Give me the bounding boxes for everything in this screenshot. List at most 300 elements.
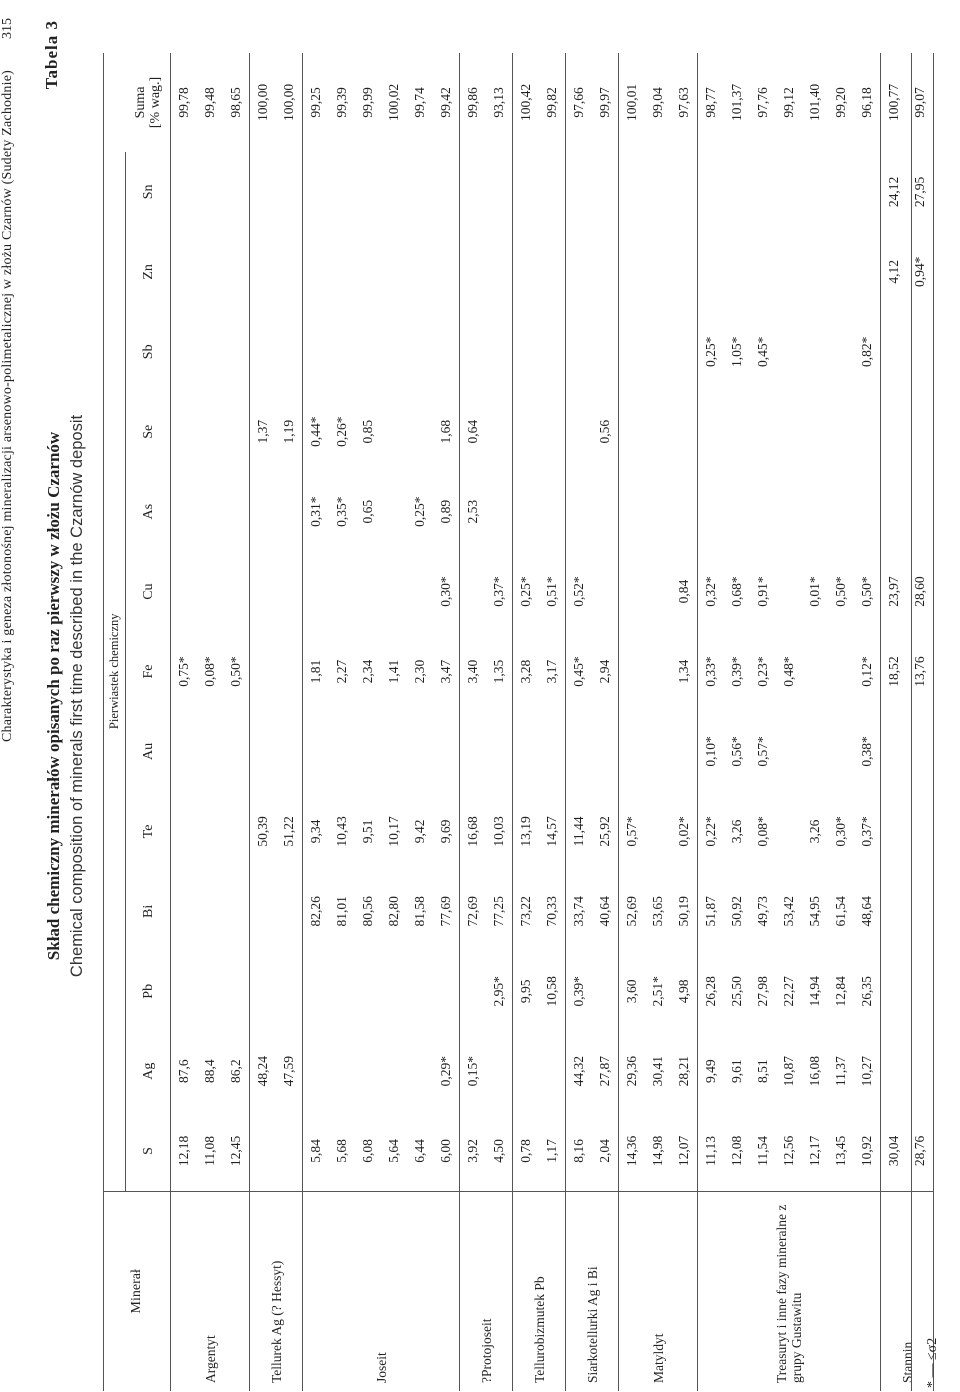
table-cell — [592, 152, 619, 232]
table-cell — [776, 791, 802, 871]
table-cell — [724, 472, 750, 552]
table-cell — [303, 152, 330, 232]
table-cell — [250, 312, 277, 392]
table-row — [171, 53, 198, 1391]
table-row — [303, 53, 330, 1391]
table-cell: 0,38* — [854, 712, 881, 792]
table-cell — [802, 312, 828, 392]
element-header-row — [126, 53, 171, 1391]
table-row — [802, 53, 828, 1391]
table-cell — [381, 312, 407, 392]
table-cell — [250, 632, 277, 712]
table-cell: 9,95 — [518, 979, 533, 1004]
table-cell — [854, 232, 881, 312]
table-cell: 12,08 — [729, 1135, 744, 1167]
table-row — [355, 53, 381, 1391]
table-cell — [881, 951, 908, 1031]
table-cell — [776, 152, 802, 232]
table-cell — [619, 472, 646, 552]
table-cell: 0,75* — [176, 656, 191, 687]
table-cell: 0,39* — [571, 976, 586, 1007]
header-element-te: Te — [126, 791, 171, 871]
table-row — [881, 53, 908, 1391]
table-cell — [223, 791, 250, 871]
table-cell: 97,76 — [755, 87, 770, 118]
table-cell: 51,22 — [276, 791, 303, 871]
table-cell: 0,30* — [833, 816, 848, 847]
table-cell — [433, 152, 460, 232]
table-cell: 0,48* — [781, 656, 796, 687]
table-cell: 61,54 — [833, 896, 848, 927]
mineral-name: Tellurek Ag (? Hessyt) — [250, 1191, 303, 1391]
table-cell: 98,65 — [223, 53, 250, 152]
table-cell — [750, 232, 776, 312]
table-cell — [539, 232, 566, 312]
table-cell — [381, 472, 407, 552]
table-cell — [566, 472, 593, 552]
table-cell — [486, 232, 513, 312]
table-cell — [171, 871, 198, 951]
table-cell — [276, 632, 303, 712]
table-cell — [802, 472, 828, 552]
mineral-name: Stannin — [881, 1191, 934, 1391]
table-cell — [828, 392, 854, 472]
table-cell — [303, 951, 330, 1031]
table-cell — [881, 312, 908, 392]
table-cell: 48,64 — [854, 871, 881, 951]
table-cell: 1,81 — [308, 659, 323, 684]
table-cell — [750, 152, 776, 232]
table-cell — [592, 552, 619, 632]
table-cell — [223, 871, 250, 951]
table-cell — [407, 312, 433, 392]
table-cell — [645, 552, 671, 632]
table-cell — [776, 712, 802, 792]
table-cell — [645, 232, 671, 312]
table-cell — [355, 712, 381, 792]
table-cell: 8,51 — [755, 1059, 770, 1084]
table-cell: 101,40 — [807, 83, 822, 122]
header-chemical-element: Pierwiastek chemiczny — [103, 152, 126, 1191]
table-row — [907, 53, 934, 1391]
table-cell: 0,89 — [433, 472, 460, 552]
table-cell — [698, 152, 725, 232]
table-cell: 9,42 — [412, 819, 427, 844]
table-cell: 93,13 — [486, 53, 513, 152]
header-element-ag: Ag — [126, 1031, 171, 1111]
table-cell: 12,07 — [671, 1111, 698, 1191]
table-cell: 97,63 — [671, 53, 698, 152]
table-cell — [355, 232, 381, 312]
table-cell — [276, 312, 303, 392]
table-cell: 0,56* — [729, 736, 744, 767]
table-row — [854, 53, 881, 1391]
table-cell: 0,10* — [703, 736, 718, 767]
table-cell: 0,91* — [755, 576, 770, 607]
table-cell — [776, 232, 802, 312]
table-cell: 0,64 — [465, 419, 480, 444]
table-cell: 12,18 — [176, 1135, 191, 1167]
table-cell: 10,27 — [854, 1031, 881, 1111]
table-cell — [513, 152, 540, 232]
table-cell — [486, 312, 513, 392]
table-cell: 10,43 — [334, 816, 349, 847]
table-cell — [433, 712, 460, 792]
table-cell — [329, 312, 355, 392]
table-body — [171, 53, 934, 1391]
table-cell: 9,69 — [433, 791, 460, 871]
table-cell: 99,07 — [907, 53, 934, 152]
table-cell — [881, 472, 908, 552]
table-cell — [381, 232, 407, 312]
table-cell: 11,54 — [755, 1135, 770, 1166]
table-cell: 10,87 — [781, 1056, 796, 1087]
table-cell — [329, 152, 355, 232]
table-cell — [223, 232, 250, 312]
table-header — [103, 53, 171, 1391]
table-cell: 10,92 — [854, 1111, 881, 1191]
header-element-bi: Bi — [126, 871, 171, 951]
table-cell — [381, 552, 407, 632]
table-cell — [223, 392, 250, 472]
table-cell: 10,17 — [386, 816, 401, 847]
table-cell: 4,50 — [486, 1111, 513, 1191]
table-cell: 100,42 — [518, 83, 533, 122]
table-cell — [433, 312, 460, 392]
table-cell — [276, 552, 303, 632]
table-cell: 0,35* — [334, 496, 349, 527]
table-cell — [407, 152, 433, 232]
table-cell: 14,57 — [539, 791, 566, 871]
table-cell — [619, 312, 646, 392]
table-cell: 0,45* — [755, 336, 770, 367]
table-cell: 99,97 — [592, 53, 619, 152]
table-cell: 99,82 — [539, 53, 566, 152]
table-cell: 4,98 — [671, 951, 698, 1031]
table-cell: 99,12 — [781, 87, 796, 118]
table-cell: 99,25 — [308, 87, 323, 118]
table-cell: 11,13 — [703, 1135, 718, 1166]
table-cell: 99,99 — [360, 87, 375, 118]
table-cell — [250, 871, 277, 951]
table-cell: 72,69 — [465, 896, 480, 927]
table-cell — [698, 472, 725, 552]
table-cell: 77,25 — [486, 871, 513, 951]
table-cell — [907, 312, 934, 392]
table-cell: 100,00 — [276, 53, 303, 152]
table-cell: 12,45 — [223, 1111, 250, 1191]
table-cell — [197, 712, 223, 792]
table-cell: 98,77 — [703, 87, 718, 118]
table-cell — [802, 152, 828, 232]
table-cell: 52,69 — [624, 896, 639, 927]
table-cell — [645, 392, 671, 472]
table-cell: 99,74 — [412, 87, 427, 118]
table-cell: 0,56 — [592, 392, 619, 472]
header-element-s: S — [126, 1111, 171, 1191]
table-cell: 88,4 — [202, 1059, 217, 1084]
table-cell: 0,39* — [729, 656, 744, 687]
table-cell — [223, 712, 250, 792]
table-cell: 51,87 — [703, 896, 718, 927]
table-cell: 100,02 — [386, 83, 401, 122]
table-cell: 0,45* — [571, 656, 586, 687]
header-element-zn: Zn — [126, 232, 171, 312]
table-cell: 10,03 — [486, 791, 513, 871]
table-cell — [460, 232, 487, 312]
table-cell: 0,50* — [854, 552, 881, 632]
table-cell — [171, 472, 198, 552]
table-cell — [645, 791, 671, 871]
table-cell: 24,12 — [886, 176, 901, 208]
table-cell — [329, 712, 355, 792]
table-cell — [329, 1031, 355, 1111]
table-cell: 96,18 — [854, 53, 881, 152]
table-cell — [355, 552, 381, 632]
table-cell: 1,19 — [276, 392, 303, 472]
table-cell: 12,17 — [807, 1135, 822, 1167]
table-cell: 50,19 — [671, 871, 698, 951]
table-cell: 99,39 — [334, 87, 349, 118]
table-cell: 99,78 — [176, 87, 191, 118]
table-row — [223, 53, 250, 1391]
table-cell: 6,44 — [412, 1139, 427, 1163]
table-cell: 27,87 — [592, 1031, 619, 1111]
table-cell — [513, 312, 540, 392]
table-cell: 5,84 — [308, 1139, 323, 1163]
table-cell — [355, 951, 381, 1031]
table-cell: 99,04 — [650, 87, 665, 118]
table-cell — [303, 552, 330, 632]
table-cell — [671, 392, 698, 472]
table-cell — [329, 951, 355, 1031]
table-cell — [197, 791, 223, 871]
table-cell: 100,01 — [624, 83, 639, 122]
table-cell: 10,58 — [539, 951, 566, 1031]
table-cell — [171, 552, 198, 632]
table-cell: 0,12* — [854, 632, 881, 712]
table-cell: 2,27 — [334, 659, 349, 684]
table-cell — [433, 232, 460, 312]
table-cell — [433, 951, 460, 1031]
table-cell: 81,58 — [412, 896, 427, 927]
table-cell: 0,78 — [518, 1139, 533, 1163]
table-cell — [854, 392, 881, 472]
table-cell: 0,08* — [202, 656, 217, 687]
table-cell — [698, 392, 725, 472]
table-cell — [407, 1031, 433, 1111]
table-cell: 87,6 — [176, 1059, 191, 1084]
table-cell — [250, 152, 277, 232]
table-cell: 3,26 — [729, 819, 744, 844]
table-cell — [539, 312, 566, 392]
table-cell: 0,52* — [571, 576, 586, 607]
table-cell — [171, 951, 198, 1031]
table-cell — [592, 712, 619, 792]
table-cell: 0,84 — [671, 552, 698, 632]
table-cell — [802, 632, 828, 712]
table-cell — [566, 152, 593, 232]
table-cell — [460, 712, 487, 792]
table-cell: 97,66 — [571, 87, 586, 118]
table-cell — [802, 392, 828, 472]
table-cell — [381, 152, 407, 232]
table-row — [250, 53, 277, 1391]
table-cell: 25,50 — [729, 976, 744, 1007]
table-row — [645, 53, 671, 1391]
table-cell — [303, 1031, 330, 1111]
table-cell — [197, 232, 223, 312]
table-cell — [407, 712, 433, 792]
table-cell — [750, 472, 776, 552]
table-cell — [223, 552, 250, 632]
table-cell: 0,94* — [907, 232, 934, 312]
table-cell: 47,59 — [276, 1031, 303, 1111]
table-row — [619, 53, 646, 1391]
table-cell — [407, 232, 433, 312]
table-cell: 0,29* — [433, 1031, 460, 1111]
table-cell: 33,74 — [571, 896, 586, 927]
table-cell: 3,47 — [433, 632, 460, 712]
table-cell: 2,51* — [650, 976, 665, 1007]
table-cell — [881, 1031, 908, 1111]
table-cell — [276, 232, 303, 312]
table-cell: 1,34 — [671, 632, 698, 712]
table-cell — [645, 312, 671, 392]
table-row — [513, 53, 540, 1391]
table-cell — [355, 312, 381, 392]
table-cell — [619, 392, 646, 472]
table-cell: 0,33* — [703, 656, 718, 687]
table-row — [776, 53, 802, 1391]
table-cell — [355, 152, 381, 232]
table-cell — [407, 951, 433, 1031]
table-cell — [171, 712, 198, 792]
table-cell — [645, 472, 671, 552]
table-cell — [802, 232, 828, 312]
table-cell: 0,08* — [755, 816, 770, 847]
header-element-as: As — [126, 472, 171, 552]
table-cell: 23,97 — [886, 576, 901, 607]
table-cell: 99,48 — [202, 87, 217, 118]
table-cell: 3,28 — [518, 659, 533, 684]
table-row — [197, 53, 223, 1391]
table-cell: 8,16 — [571, 1139, 586, 1163]
table-cell — [171, 392, 198, 472]
running-head — [0, 10, 20, 1384]
table-cell — [645, 632, 671, 712]
table-row — [381, 53, 407, 1391]
table-cell — [329, 232, 355, 312]
title-english: Chemical composition of minerals first time described in the Czarnów deposit — [68, 414, 86, 978]
mineral-composition-table — [103, 53, 934, 1391]
table-cell: 0,25* — [412, 496, 427, 527]
table-cell — [907, 951, 934, 1031]
table-cell — [355, 1031, 381, 1111]
table-cell — [486, 712, 513, 792]
table-cell — [566, 712, 593, 792]
table-cell — [671, 472, 698, 552]
table-cell: 0,85 — [360, 419, 375, 444]
table-cell — [724, 152, 750, 232]
table-cell: 99,86 — [465, 87, 480, 118]
table-cell: 2,53 — [465, 499, 480, 524]
table-cell: 0,22* — [703, 816, 718, 847]
table-cell: 3,26 — [807, 819, 822, 844]
table-cell — [724, 232, 750, 312]
table-cell: 1,35 — [486, 632, 513, 712]
table-cell — [250, 552, 277, 632]
table-cell — [592, 312, 619, 392]
table-cell: 29,36 — [624, 1056, 639, 1087]
table-cell — [250, 951, 277, 1031]
header-element-sn: Sn — [126, 152, 171, 232]
table-cell — [513, 1031, 540, 1111]
table-cell: 27,95 — [907, 152, 934, 232]
table-cell — [619, 152, 646, 232]
table-cell — [197, 312, 223, 392]
table-cell — [828, 152, 854, 232]
table-cell: 81,01 — [334, 896, 349, 927]
table-row — [433, 53, 460, 1391]
table-cell — [907, 472, 934, 552]
table-cell: 16,68 — [465, 816, 480, 847]
table-cell: 6,08 — [360, 1139, 375, 1163]
table-cell: 54,95 — [807, 896, 822, 927]
table-cell: 0,50* — [833, 576, 848, 607]
header-element-sb: Sb — [126, 312, 171, 392]
table-cell — [592, 472, 619, 552]
table-cell: 0,68* — [729, 576, 744, 607]
table-cell: 0,01* — [807, 576, 822, 607]
table-cell: 53,42 — [781, 896, 796, 927]
table-cell: 77,69 — [433, 871, 460, 951]
table-cell: 12,56 — [781, 1135, 796, 1167]
table-cell: 0,57* — [624, 816, 639, 847]
table-cell: 9,34 — [308, 819, 323, 844]
table-cell: 12,84 — [833, 976, 848, 1007]
header-element-pb: Pb — [126, 951, 171, 1031]
mineral-name: Joseit — [303, 1191, 460, 1391]
table-cell: 3,17 — [539, 632, 566, 712]
table-cell: 49,73 — [755, 896, 770, 927]
table-cell — [197, 951, 223, 1031]
table-cell — [645, 712, 671, 792]
table-cell: 13,45 — [833, 1135, 848, 1167]
table-cell: 0,65 — [360, 499, 375, 524]
table-cell — [486, 1031, 513, 1111]
table-cell: 50,39 — [255, 816, 270, 847]
table-cell — [645, 152, 671, 232]
table-cell: 5,64 — [386, 1139, 401, 1163]
table-cell — [776, 392, 802, 472]
table-cell — [671, 232, 698, 312]
table-row — [724, 53, 750, 1391]
table-cell: 86,2 — [223, 1031, 250, 1111]
table-cell — [619, 632, 646, 712]
table-cell: 2,30 — [412, 659, 427, 684]
table-cell — [460, 951, 487, 1031]
table-cell: 13,19 — [518, 816, 533, 847]
table-cell — [250, 712, 277, 792]
table-cell: 70,33 — [539, 871, 566, 951]
table-cell: 25,92 — [592, 791, 619, 871]
table-cell: 2,95* — [486, 951, 513, 1031]
table-cell — [907, 392, 934, 472]
table-cell — [592, 232, 619, 312]
table-cell — [513, 712, 540, 792]
table-cell — [276, 152, 303, 232]
